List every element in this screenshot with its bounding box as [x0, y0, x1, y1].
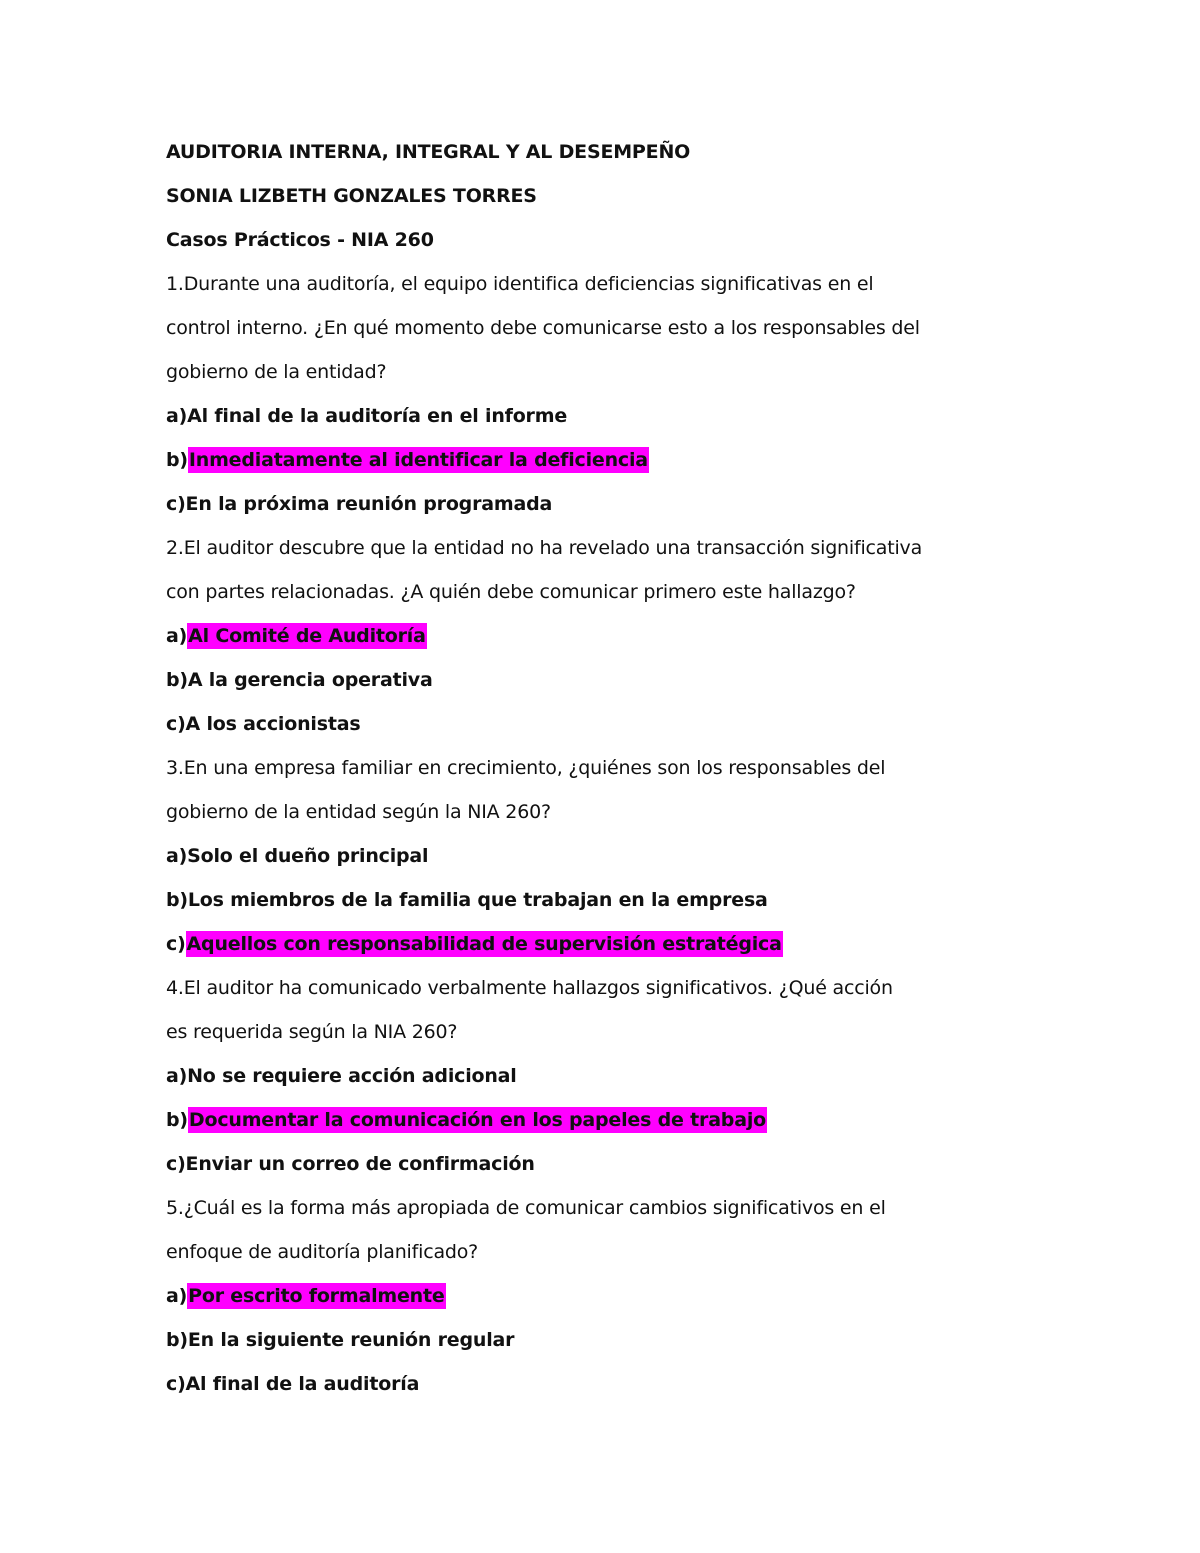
highlighted-answer-text: Por escrito formalmente — [188, 1285, 445, 1307]
option-marker: c) — [166, 1373, 186, 1395]
option-marker: c) — [166, 713, 186, 735]
option-marker: c) — [166, 493, 186, 515]
document-title: AUDITORIA INTERNA, INTEGRAL Y AL DESEMPEÑO — [166, 141, 691, 163]
highlighted-answer-text: Al Comité de Auditoría — [188, 625, 426, 647]
answer-option-correct — [166, 922, 966, 966]
question-number: 2. — [166, 537, 184, 559]
question-text-line — [166, 746, 966, 790]
question-text: El auditor descubre que la entidad no ha revelado una transacción significativa — [183, 537, 923, 559]
question-block — [166, 1186, 966, 1406]
question-text-line — [166, 306, 966, 350]
question-block — [166, 746, 966, 966]
document-subtitle: Casos Prácticos - NIA 260 — [166, 229, 434, 251]
answer-option — [166, 702, 966, 746]
question-text: enfoque de auditoría planificado? — [166, 1241, 479, 1263]
option-text: A los accionistas — [185, 713, 361, 735]
question-text: Durante una auditoría, el equipo identifica deficiencias significativas en el — [183, 273, 874, 295]
question-number: 1. — [166, 273, 184, 295]
option-marker: c) — [166, 1153, 186, 1175]
option-marker: a) — [166, 845, 188, 867]
option-text: Los miembros de la familia que trabajan en la empresa — [187, 889, 768, 911]
option-marker: a) — [166, 1065, 188, 1087]
answer-option — [166, 482, 966, 526]
highlighted-answer-text: Aquellos con responsabilidad de supervisión estratégica — [186, 933, 782, 955]
highlighted-answer-text: Documentar la comunicación en los papeles de trabajo — [188, 1109, 766, 1131]
question-text-line — [166, 966, 966, 1010]
option-marker: b) — [166, 1329, 188, 1351]
document-author: SONIA LIZBETH GONZALES TORRES — [166, 185, 537, 207]
question-text: El auditor ha comunicado verbalmente hallazgos significativos. ¿Qué acción — [183, 977, 893, 999]
option-text: Al final de la auditoría — [185, 1373, 420, 1395]
option-marker: a) — [166, 1285, 188, 1307]
question-text-line — [166, 1230, 966, 1274]
question-text: con partes relacionadas. ¿A quién debe comunicar primero este hallazgo? — [166, 581, 856, 603]
option-text: Enviar un correo de confirmación — [185, 1153, 535, 1175]
answer-option — [166, 1318, 966, 1362]
question-block — [166, 526, 966, 746]
answer-option — [166, 1054, 966, 1098]
option-marker: b) — [166, 1109, 188, 1131]
question-text-line — [166, 790, 966, 834]
option-text: No se requiere acción adicional — [187, 1065, 517, 1087]
question-text-line — [166, 1186, 966, 1230]
answer-option-correct — [166, 1274, 966, 1318]
question-number: 4. — [166, 977, 184, 999]
option-marker: b) — [166, 889, 188, 911]
option-marker: c) — [166, 933, 186, 955]
answer-option — [166, 394, 966, 438]
question-text: En una empresa familiar en crecimiento, ¿quiénes son los responsables del — [183, 757, 886, 779]
answer-option-correct — [166, 1098, 966, 1142]
question-block — [166, 966, 966, 1186]
option-text: A la gerencia operativa — [187, 669, 433, 691]
questions-list — [166, 262, 966, 1406]
option-text: En la siguiente reunión regular — [187, 1329, 515, 1351]
option-marker: a) — [166, 405, 188, 427]
option-text: En la próxima reunión programada — [185, 493, 553, 515]
answer-option — [166, 658, 966, 702]
question-number: 5. — [166, 1197, 184, 1219]
question-text: es requerida según la NIA 260? — [166, 1021, 458, 1043]
answer-option-correct — [166, 614, 966, 658]
highlighted-answer-text: Inmediatamente al identificar la deficiencia — [188, 449, 648, 471]
option-text: Solo el dueño principal — [187, 845, 429, 867]
question-text: gobierno de la entidad? — [166, 361, 387, 383]
question-text-line — [166, 262, 966, 306]
question-block — [166, 262, 966, 526]
option-marker: a) — [166, 625, 188, 647]
question-text-line — [166, 526, 966, 570]
question-text-line — [166, 570, 966, 614]
question-text: gobierno de la entidad según la NIA 260? — [166, 801, 551, 823]
option-marker: b) — [166, 449, 188, 471]
option-marker: b) — [166, 669, 188, 691]
answer-option — [166, 1362, 966, 1406]
question-text: ¿Cuál es la forma más apropiada de comunicar cambios significativos en el — [183, 1197, 886, 1219]
question-text: control interno. ¿En qué momento debe comunicarse esto a los responsables del — [166, 317, 920, 339]
option-text: Al final de la auditoría en el informe — [187, 405, 568, 427]
answer-option — [166, 1142, 966, 1186]
question-number: 3. — [166, 757, 184, 779]
question-text-line — [166, 1010, 966, 1054]
answer-option — [166, 878, 966, 922]
document-page — [166, 130, 966, 1406]
answer-option — [166, 834, 966, 878]
answer-option-correct — [166, 438, 966, 482]
question-text-line — [166, 350, 966, 394]
